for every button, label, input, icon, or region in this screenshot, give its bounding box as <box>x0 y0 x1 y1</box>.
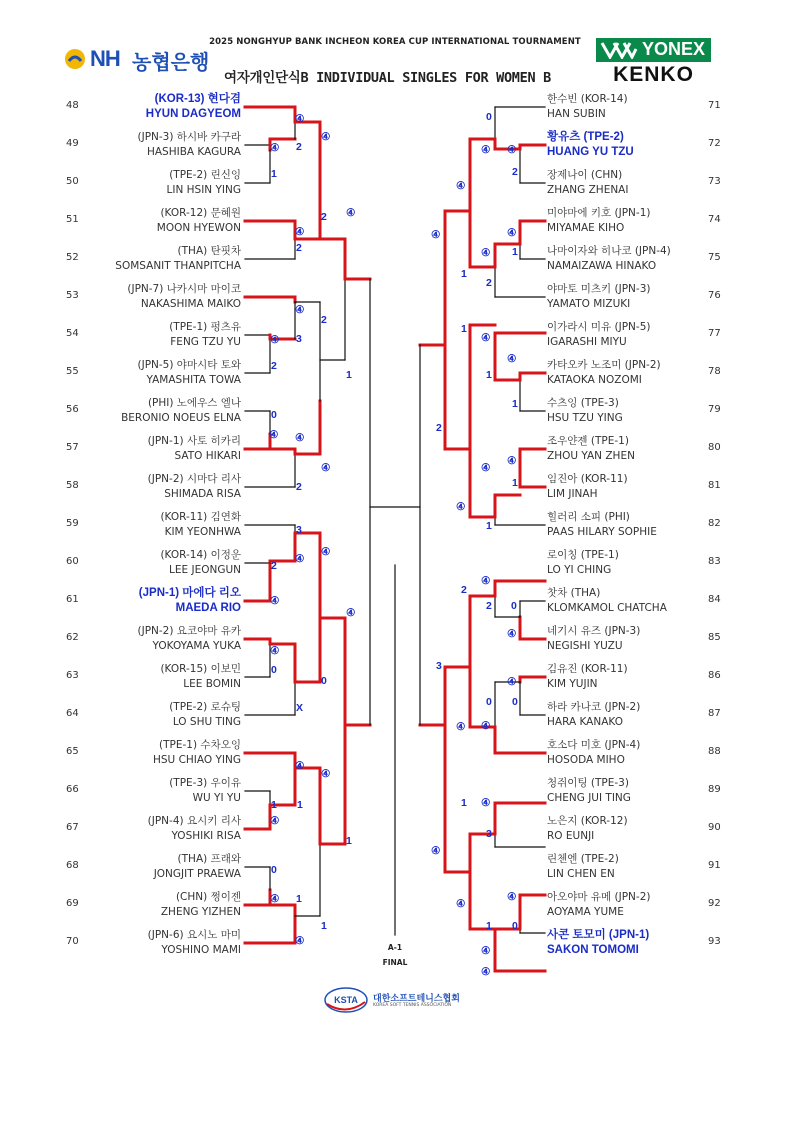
score-label: ④ <box>507 628 517 640</box>
score-label: 2 <box>486 600 492 612</box>
seed-number: 83 <box>708 556 721 567</box>
player-name-korean: (KOR-13) 현다겸 <box>154 93 241 105</box>
seed-number: 90 <box>708 822 721 833</box>
player-name-korean: 이가라시 미유 (JPN-5) <box>547 321 651 333</box>
player-name-korean: (TPE-2) 로슈팅 <box>169 701 241 713</box>
score-label: 0 <box>271 864 277 876</box>
score-label: ④ <box>481 247 491 259</box>
player-name-english: PAAS HILARY SOPHIE <box>547 526 657 538</box>
score-label: ④ <box>295 113 305 125</box>
seed-number: 48 <box>66 100 79 111</box>
player-name-english: LIN HSIN YING <box>166 184 241 196</box>
seed-number: 81 <box>708 480 721 491</box>
player-name-korean: 장제나이 (CHN) <box>547 169 623 181</box>
score-label: ④ <box>481 332 491 344</box>
score-label: 2 <box>321 314 327 326</box>
score-label: ④ <box>295 553 305 565</box>
score-label: ④ <box>456 721 466 733</box>
score-label: ④ <box>481 462 491 474</box>
player-name-english: HOSODA MIHO <box>547 754 625 766</box>
seed-number: 56 <box>66 404 79 415</box>
seed-number: 67 <box>66 822 79 833</box>
player-name-english: HSU TZU YING <box>547 412 623 424</box>
score-label: 2 <box>271 360 277 372</box>
score-label: ④ <box>346 207 356 219</box>
score-label: ④ <box>321 768 331 780</box>
player-name-korean: 야마토 미츠키 (JPN-3) <box>547 283 651 295</box>
player-name-korean: (CHN) 쩡이젠 <box>175 891 241 903</box>
score-label: ④ <box>270 334 280 346</box>
seed-number: 74 <box>708 214 721 225</box>
player-name-english: ZHOU YAN ZHEN <box>547 450 635 462</box>
seed-number: 52 <box>66 252 79 263</box>
score-label: 0 <box>486 696 492 708</box>
player-name-korean: 노은지 (KOR-12) <box>547 815 628 827</box>
player-name-english: CHENG JUI TING <box>547 792 631 804</box>
score-label: ④ <box>507 353 517 365</box>
seed-number: 87 <box>708 708 721 719</box>
score-label: 0 <box>321 675 327 687</box>
score-label: 1 <box>512 398 518 410</box>
score-label: ④ <box>321 131 331 143</box>
score-label: 1 <box>271 168 277 180</box>
player-name-english: HARA KANAKO <box>547 716 623 728</box>
score-label: 1 <box>461 268 467 280</box>
score-label: ④ <box>481 720 491 732</box>
player-name-english: YAMATO MIZUKI <box>547 298 631 310</box>
player-name-english: YOKOYAMA YUKA <box>152 640 241 652</box>
player-name-korean: (JPN-2) 요코야마 유카 <box>137 625 241 637</box>
player-name-english: WU YI YU <box>192 792 241 804</box>
seed-number: 86 <box>708 670 721 681</box>
score-label: ④ <box>481 966 491 978</box>
association-korean: 대한소프트테니스협회 <box>373 994 460 1004</box>
player-name-korean: (TPE-1) 수차오잉 <box>159 739 241 751</box>
player-name-english: SHIMADA RISA <box>164 488 241 500</box>
player-name-english: YAMASHITA TOWA <box>146 374 241 386</box>
seed-number: 88 <box>708 746 721 757</box>
score-label: 1 <box>346 369 352 381</box>
score-label: ④ <box>456 180 466 192</box>
seed-number: 59 <box>66 518 79 529</box>
player-name-korean: (TPE-1) 펑츠유 <box>169 321 241 333</box>
player-name-english: NAMAIZAWA HINAKO <box>547 260 657 272</box>
score-label: ④ <box>507 676 517 688</box>
score-label: ④ <box>321 546 331 558</box>
score-label: 1 <box>296 893 302 905</box>
final-caption: FINAL <box>382 958 408 967</box>
player-name-english: YOSHINO MAMI <box>161 944 241 956</box>
score-label: ④ <box>346 607 356 619</box>
seed-number: 91 <box>708 860 721 871</box>
seed-number: 92 <box>708 898 721 909</box>
score-label: ④ <box>321 462 331 474</box>
score-label: 1 <box>512 246 518 258</box>
seed-number: 57 <box>66 442 79 453</box>
seed-number: 77 <box>708 328 721 339</box>
seed-number: 50 <box>66 176 79 187</box>
player-name-korean: (JPN-4) 요시키 리사 <box>147 815 241 827</box>
player-name-english: KIM YUJIN <box>547 678 598 690</box>
seed-number: 84 <box>708 594 721 605</box>
player-name-korean: (JPN-7) 나카시마 마이코 <box>127 283 241 295</box>
score-label: 1 <box>486 369 492 381</box>
seed-number: 58 <box>66 480 79 491</box>
association-english: KOREA SOFT TENNIS ASSOCIATION <box>373 1003 452 1008</box>
seed-number: 73 <box>708 176 721 187</box>
score-label: ④ <box>269 429 279 441</box>
player-name-english: ZHENG YIZHEN <box>160 906 241 918</box>
player-name-english: KIM YEONHWA <box>164 526 241 538</box>
score-label: ④ <box>481 144 491 156</box>
seed-number: 79 <box>708 404 721 415</box>
player-name-korean: 아오야마 유메 (JPN-2) <box>547 891 651 903</box>
player-name-english: SATO HIKARI <box>174 450 241 462</box>
seed-number: 72 <box>708 138 721 149</box>
player-name-korean: 미야마에 키호 (JPN-1) <box>547 207 651 219</box>
player-name-korean: (THA) 탄핏차 <box>177 245 241 257</box>
player-name-korean: 한수빈 (KOR-14) <box>547 93 628 105</box>
seed-number: 75 <box>708 252 721 263</box>
seed-number: 85 <box>708 632 721 643</box>
seed-number: 80 <box>708 442 721 453</box>
player-name-korean: (THA) 프래와 <box>177 853 241 865</box>
seed-number: 69 <box>66 898 79 909</box>
score-label: 2 <box>512 166 518 178</box>
yonex-logo-text: YONEX <box>642 39 706 59</box>
player-name-korean: 카타오카 노조미 (JPN-2) <box>547 359 661 371</box>
player-name-english: HUANG YU TZU <box>547 146 634 158</box>
ksta-badge-icon <box>323 986 369 1014</box>
score-label: 2 <box>436 422 442 434</box>
player-name-english: LIN CHEN EN <box>547 868 615 880</box>
player-name-korean: (JPN-1) 마에다 리오 <box>138 587 241 599</box>
score-label: ④ <box>456 501 466 513</box>
score-label: ④ <box>481 945 491 957</box>
event-subtitle: 여자개인단식B INDIVIDUAL SINGLES FOR WOMEN B <box>224 70 551 86</box>
nh-logo-text: NH <box>90 46 120 71</box>
score-label: ④ <box>456 898 466 910</box>
player-name-korean: 린첸엔 (TPE-2) <box>547 853 619 865</box>
score-label: ④ <box>431 229 441 241</box>
player-name-korean: (TPE-2) 린신잉 <box>169 169 241 181</box>
player-name-english: MIYAMAE KIHO <box>547 222 625 234</box>
score-label: ④ <box>507 455 517 467</box>
player-name-english: LO YI CHING <box>547 564 612 576</box>
score-label: 3 <box>486 828 492 840</box>
player-name-korean: (JPN-2) 시마다 리사 <box>147 473 241 485</box>
player-name-english: FENG TZU YU <box>170 336 241 348</box>
seed-number: 70 <box>66 936 79 947</box>
seed-number: 65 <box>66 746 79 757</box>
score-label: ④ <box>295 432 305 444</box>
player-name-english: HAN SUBIN <box>547 108 606 120</box>
score-label: 0 <box>512 696 518 708</box>
player-name-english: LEE BOMIN <box>183 678 241 690</box>
player-name-english: LO SHU TING <box>172 716 241 728</box>
score-label: 1 <box>461 323 467 335</box>
score-label: 0 <box>271 664 277 676</box>
player-name-korean: 청쥐이팅 (TPE-3) <box>547 777 629 789</box>
score-label: ④ <box>295 935 305 947</box>
player-name-korean: (PHI) 노에우스 엘나 <box>147 397 241 409</box>
player-name-english: SOMSANIT THANPITCHA <box>115 260 241 272</box>
player-name-english: KLOMKAMOL CHATCHA <box>547 602 667 614</box>
player-name-korean: (KOR-11) 김연화 <box>160 511 241 523</box>
seed-number: 71 <box>708 100 721 111</box>
kenko-logo: KENKO <box>613 63 694 86</box>
seed-number: 82 <box>708 518 721 529</box>
score-label: 1 <box>486 920 492 932</box>
seed-number: 49 <box>66 138 79 149</box>
player-name-english: ZHANG ZHENAI <box>547 184 629 196</box>
ksta-badge-text: KSTA <box>334 995 358 1005</box>
score-label: X <box>296 702 304 714</box>
player-name-korean: 임진아 (KOR-11) <box>547 473 628 485</box>
score-label: ④ <box>270 815 280 827</box>
score-label: ④ <box>481 797 491 809</box>
player-name-korean: 김유진 (KOR-11) <box>547 663 628 675</box>
score-label: 1 <box>346 835 352 847</box>
score-label: ④ <box>481 575 491 587</box>
seed-number: 55 <box>66 366 79 377</box>
score-label: 3 <box>296 333 302 345</box>
seed-number: 66 <box>66 784 79 795</box>
player-name-korean: (KOR-12) 문혜원 <box>160 207 241 219</box>
score-label: ④ <box>431 845 441 857</box>
score-label: 0 <box>512 920 518 932</box>
player-name-english: JONGJIT PRAEWA <box>153 868 241 880</box>
player-name-korean: (KOR-15) 이보민 <box>160 663 241 675</box>
score-label: ④ <box>507 891 517 903</box>
player-name-korean: (JPN-5) 야마시타 토와 <box>137 359 241 371</box>
score-label: ④ <box>295 226 305 238</box>
score-label: ④ <box>507 227 517 239</box>
score-label: 2 <box>461 584 467 596</box>
seed-number: 62 <box>66 632 79 643</box>
score-label: 2 <box>321 211 327 223</box>
player-name-english: AOYAMA YUME <box>547 906 624 918</box>
nh-logo-korean: 농협은행 <box>132 50 210 74</box>
score-label: ④ <box>270 893 280 905</box>
player-name-english: YOSHIKI RISA <box>171 830 241 842</box>
player-name-korean: 호소다 미호 (JPN-4) <box>547 739 641 751</box>
seed-number: 53 <box>66 290 79 301</box>
player-name-english: HASHIBA KAGURA <box>146 146 241 158</box>
score-label: 0 <box>486 111 492 123</box>
player-name-english: HYUN DAGYEOM <box>145 108 241 120</box>
score-label: ④ <box>270 645 280 657</box>
player-name-korean: 황유츠 (TPE-2) <box>547 131 624 143</box>
player-name-english: SAKON TOMOMI <box>547 944 639 956</box>
score-label: 1 <box>461 797 467 809</box>
seed-number: 60 <box>66 556 79 567</box>
seed-number: 64 <box>66 708 79 719</box>
tournament-title: 2025 NONGHYUP BANK INCHEON KOREA CUP INTERNATIONAL TOURNAMENT <box>209 37 581 47</box>
player-name-korean: 조우얀젠 (TPE-1) <box>547 435 629 447</box>
score-label: 0 <box>511 600 517 612</box>
score-label: 2 <box>296 242 302 254</box>
player-name-english: RO EUNJI <box>547 830 595 842</box>
seed-number: 54 <box>66 328 79 339</box>
player-name-korean: (JPN-3) 하시바 카구라 <box>137 131 241 143</box>
score-label: 2 <box>296 481 302 493</box>
seed-number: 63 <box>66 670 79 681</box>
score-label: 2 <box>271 560 277 572</box>
player-name-english: NEGISHI YUZU <box>547 640 623 652</box>
player-name-korean: 수츠잉 (TPE-3) <box>547 397 619 409</box>
player-name-english: LIM JINAH <box>547 488 598 500</box>
player-name-korean: 하라 카나코 (JPN-2) <box>547 701 641 713</box>
seed-number: 89 <box>708 784 721 795</box>
player-name-english: BERONIO NOEUS ELNA <box>121 412 241 424</box>
player-name-english: IGARASHI MIYU <box>547 336 627 348</box>
player-name-korean: 힐러리 소피 (PHI) <box>547 511 630 523</box>
seed-number: 76 <box>708 290 721 301</box>
seed-number: 93 <box>708 936 721 947</box>
association-logo <box>323 986 473 1016</box>
score-label: 0 <box>271 409 277 421</box>
final-label: A-1 <box>387 943 403 952</box>
score-label: ④ <box>270 595 280 607</box>
score-label: 1 <box>271 799 277 811</box>
score-label: 3 <box>296 524 302 536</box>
seed-number: 61 <box>66 594 79 605</box>
score-label: ④ <box>270 142 280 154</box>
player-name-english: HSU CHIAO YING <box>152 754 241 766</box>
player-name-korean: (JPN-1) 사토 히카리 <box>147 435 241 447</box>
score-label: ④ <box>507 144 517 156</box>
seed-number: 68 <box>66 860 79 871</box>
score-label: 3 <box>436 660 442 672</box>
score-label: 1 <box>297 799 303 811</box>
score-label: ④ <box>295 760 305 772</box>
score-label: ④ <box>295 304 305 316</box>
player-name-korean: 로이칭 (TPE-1) <box>547 549 619 561</box>
player-name-korean: 찻차 (THA) <box>547 587 601 599</box>
player-name-korean: (TPE-3) 우이유 <box>169 777 241 789</box>
player-name-english: MOON HYEWON <box>156 222 241 234</box>
seed-number: 78 <box>708 366 721 377</box>
player-name-korean: (JPN-6) 요시노 마미 <box>147 929 241 941</box>
player-name-korean: 네기시 유즈 (JPN-3) <box>547 625 641 637</box>
seed-number: 51 <box>66 214 79 225</box>
score-label: 2 <box>486 277 492 289</box>
score-label: 1 <box>512 477 518 489</box>
player-name-english: NAKASHIMA MAIKO <box>140 298 241 310</box>
player-name-english: KATAOKA NOZOMI <box>547 374 642 386</box>
player-name-english: LEE JEONGUN <box>169 564 241 576</box>
score-label: 2 <box>296 141 302 153</box>
player-name-korean: (KOR-14) 이정운 <box>160 549 241 561</box>
player-name-english: MAEDA RIO <box>175 602 241 614</box>
score-label: 1 <box>321 920 327 932</box>
player-name-korean: 사콘 토모미 (JPN-1) <box>547 929 650 941</box>
player-name-korean: 나마이자와 히나코 (JPN-4) <box>547 245 671 257</box>
score-label: 1 <box>486 520 492 532</box>
